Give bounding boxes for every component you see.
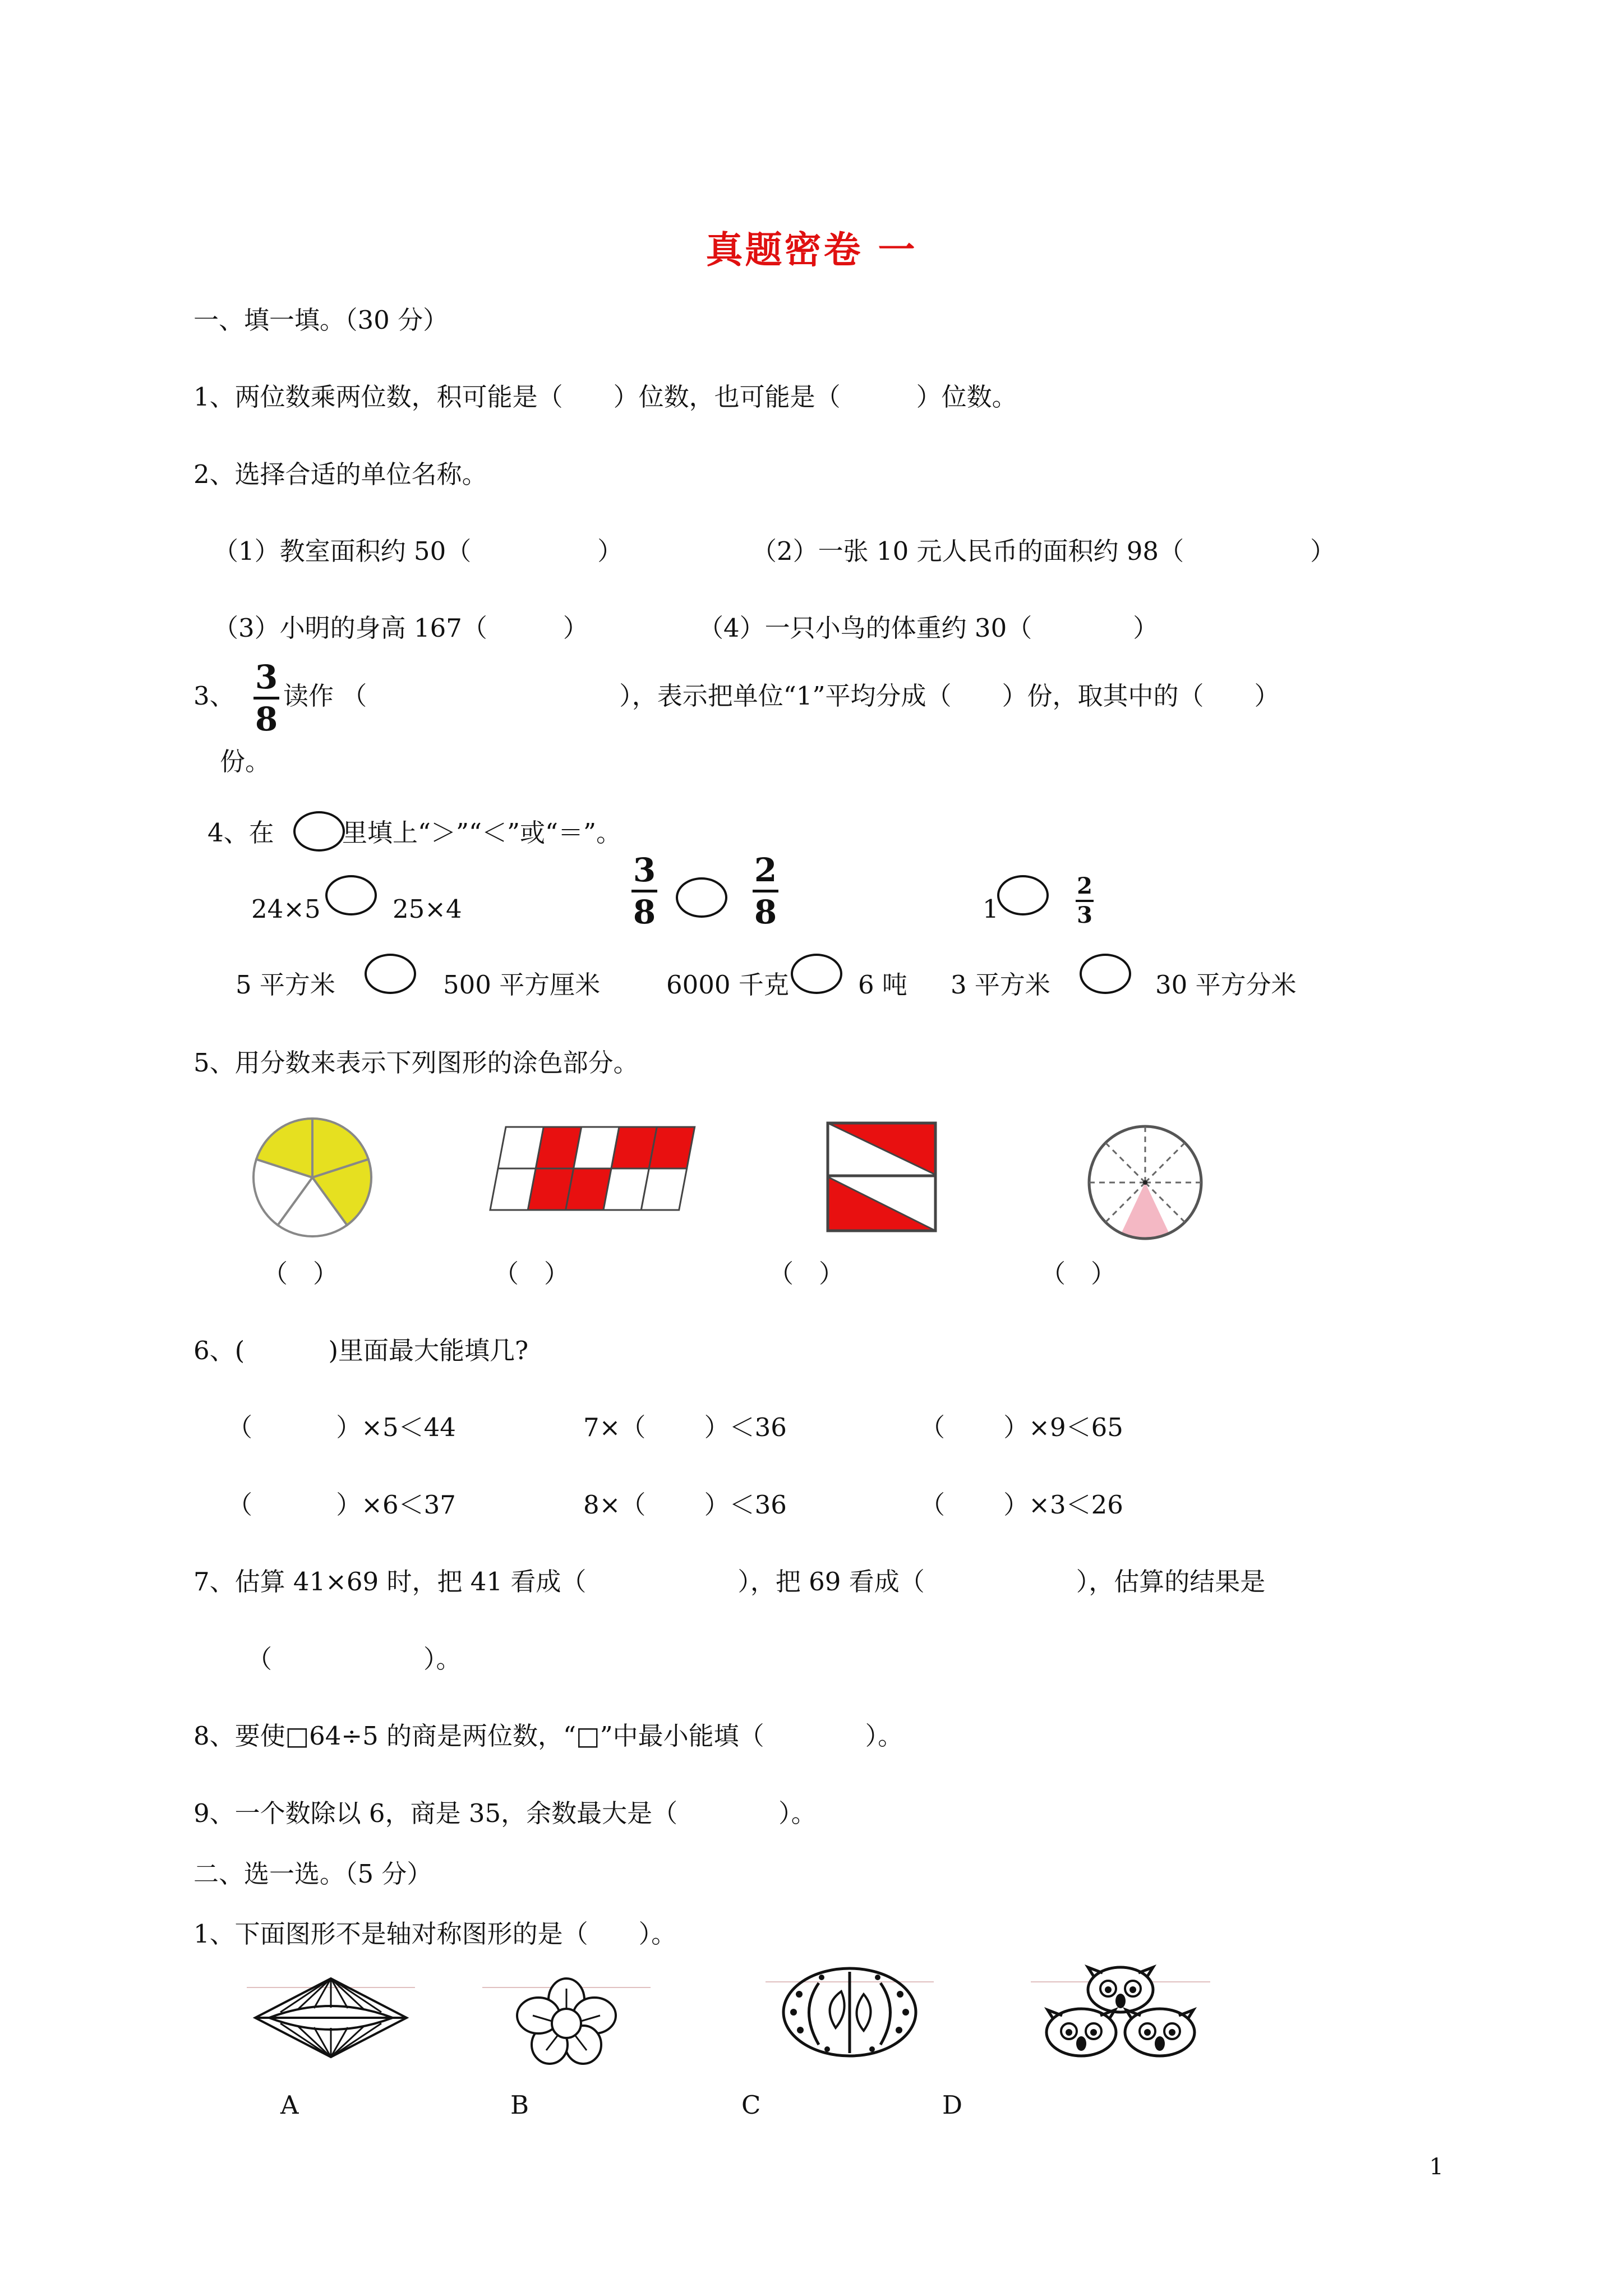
question-3-number: 3、 bbox=[193, 681, 235, 711]
answer-blank-b[interactable]: （ ） bbox=[494, 1259, 570, 1289]
compare-4-left: 5 平方米 bbox=[236, 970, 335, 1000]
section2-question-1: 1、下面图形不是轴对称图形的是（ ）。 bbox=[193, 1919, 677, 1949]
fraction-numerator: 2 bbox=[1077, 873, 1092, 899]
q6-row1-b: 7×（ ）＜36 bbox=[583, 1412, 787, 1442]
question-4-stem-a: 4、在 bbox=[208, 818, 274, 848]
q6-row2-c: （ ）×3＜26 bbox=[920, 1490, 1123, 1520]
page-title: 真题密卷 一 bbox=[706, 228, 917, 272]
compare-3-circle[interactable] bbox=[997, 875, 1049, 915]
fraction-bar bbox=[253, 697, 279, 700]
q6-row1-c: （ ）×9＜65 bbox=[920, 1412, 1123, 1442]
compare-4-circle[interactable] bbox=[365, 954, 416, 994]
option-c-label[interactable]: C bbox=[741, 2090, 761, 2120]
fraction-denominator: 8 bbox=[633, 893, 656, 931]
compare-2-right-fraction bbox=[753, 851, 778, 931]
compare-2-left-fraction bbox=[631, 851, 657, 931]
compare-circle-icon bbox=[293, 811, 345, 852]
question-2-d: （4）一只小鸟的体重约 30（ ） bbox=[698, 613, 1159, 643]
question-2-c: （3）小明的身高 167（ ） bbox=[213, 613, 588, 643]
question-2-b: （2）一张 10 元人民币的面积约 98（ ） bbox=[751, 536, 1336, 566]
fraction-numerator: 3 bbox=[633, 851, 656, 889]
question-3-text: 读作 （ ），表示把单位“1”平均分成（ ）份，取其中的（ ） bbox=[283, 681, 1280, 711]
answer-blank-d[interactable]: （ ） bbox=[1040, 1259, 1117, 1289]
circle-eighths-figure bbox=[1083, 1121, 1207, 1244]
question-7-line1: 7、估算 41×69 时，把 41 看成（ ），把 69 看成（ ），估算的结果是 bbox=[193, 1567, 1266, 1596]
section1-heading: 一、填一填。（30 分） bbox=[193, 305, 449, 335]
section2-heading: 二、选一选。（5 分） bbox=[193, 1859, 432, 1889]
question-7-line2: （ ）。 bbox=[247, 1644, 462, 1674]
compare-6-circle[interactable] bbox=[1080, 954, 1131, 994]
option-d-label[interactable]: D bbox=[942, 2090, 963, 2120]
compare-1-left: 24×5 bbox=[251, 894, 321, 924]
compare-1-right: 25×4 bbox=[393, 894, 462, 924]
q6-row1-a: （ ）×5＜44 bbox=[227, 1412, 456, 1442]
q6-row2-b: 8×（ ）＜36 bbox=[583, 1490, 787, 1520]
question-2-stem: 2、选择合适的单位名称。 bbox=[193, 459, 487, 489]
question-8: 8、要使□64÷5 的商是两位数，“□”中最小能填（ ）。 bbox=[193, 1721, 903, 1751]
compare-3-right-fraction bbox=[1076, 875, 1094, 927]
fraction-denominator: 8 bbox=[255, 700, 278, 738]
option-c-leaf-figure bbox=[766, 1961, 934, 2062]
compare-5-right: 6 吨 bbox=[858, 970, 907, 1000]
compare-4-right: 500 平方厘米 bbox=[443, 970, 601, 1000]
answer-blank-a[interactable]: （ ） bbox=[262, 1259, 339, 1289]
question-9: 9、一个数除以 6，商是 35，余数最大是（ ）。 bbox=[193, 1798, 817, 1828]
question-6-stem: 6、( )里面最大能填几? bbox=[193, 1336, 529, 1365]
parallelogram-figure bbox=[483, 1125, 708, 1214]
compare-5-left: 6000 千克 bbox=[666, 970, 789, 1000]
compare-6-right: 30 平方分米 bbox=[1155, 970, 1297, 1000]
option-b-flower-figure bbox=[482, 1972, 651, 2067]
option-a-label[interactable]: A bbox=[280, 2090, 299, 2120]
compare-1-circle[interactable] bbox=[325, 875, 377, 915]
fraction-3-8 bbox=[253, 658, 279, 738]
fraction-numerator: 2 bbox=[754, 851, 777, 889]
fraction-denominator: 3 bbox=[1077, 902, 1092, 928]
question-3-tail: 份。 bbox=[220, 747, 271, 776]
compare-3-left: 1 bbox=[983, 894, 999, 924]
option-d-owls-figure bbox=[1031, 1961, 1210, 2062]
page-number: 1 bbox=[1429, 2154, 1444, 2180]
fraction-bar bbox=[753, 890, 778, 892]
question-2-a: （1）教室面积约 50（ ） bbox=[213, 536, 623, 566]
q6-row2-a: （ ）×6＜37 bbox=[227, 1490, 456, 1520]
question-5-stem: 5、用分数来表示下列图形的涂色部分。 bbox=[193, 1048, 639, 1078]
fraction-numerator: 3 bbox=[255, 658, 278, 696]
compare-2-circle[interactable] bbox=[676, 877, 727, 918]
compare-6-left: 3 平方米 bbox=[951, 970, 1050, 1000]
answer-blank-c[interactable]: （ ） bbox=[768, 1259, 845, 1289]
question-1: 1、两位数乘两位数，积可能是（ ）位数，也可能是（ ）位数。 bbox=[193, 382, 1017, 412]
option-a-fan-figure bbox=[247, 1972, 415, 2067]
option-b-label[interactable]: B bbox=[510, 2090, 529, 2120]
circle-fifths-figure bbox=[248, 1113, 377, 1242]
fraction-denominator: 8 bbox=[754, 893, 777, 931]
compare-5-circle[interactable] bbox=[791, 954, 842, 994]
question-4-stem-b: 里填上“＞”“＜”或“＝”。 bbox=[342, 818, 622, 848]
square-triangles-figure bbox=[826, 1121, 938, 1233]
fraction-bar bbox=[631, 890, 657, 892]
